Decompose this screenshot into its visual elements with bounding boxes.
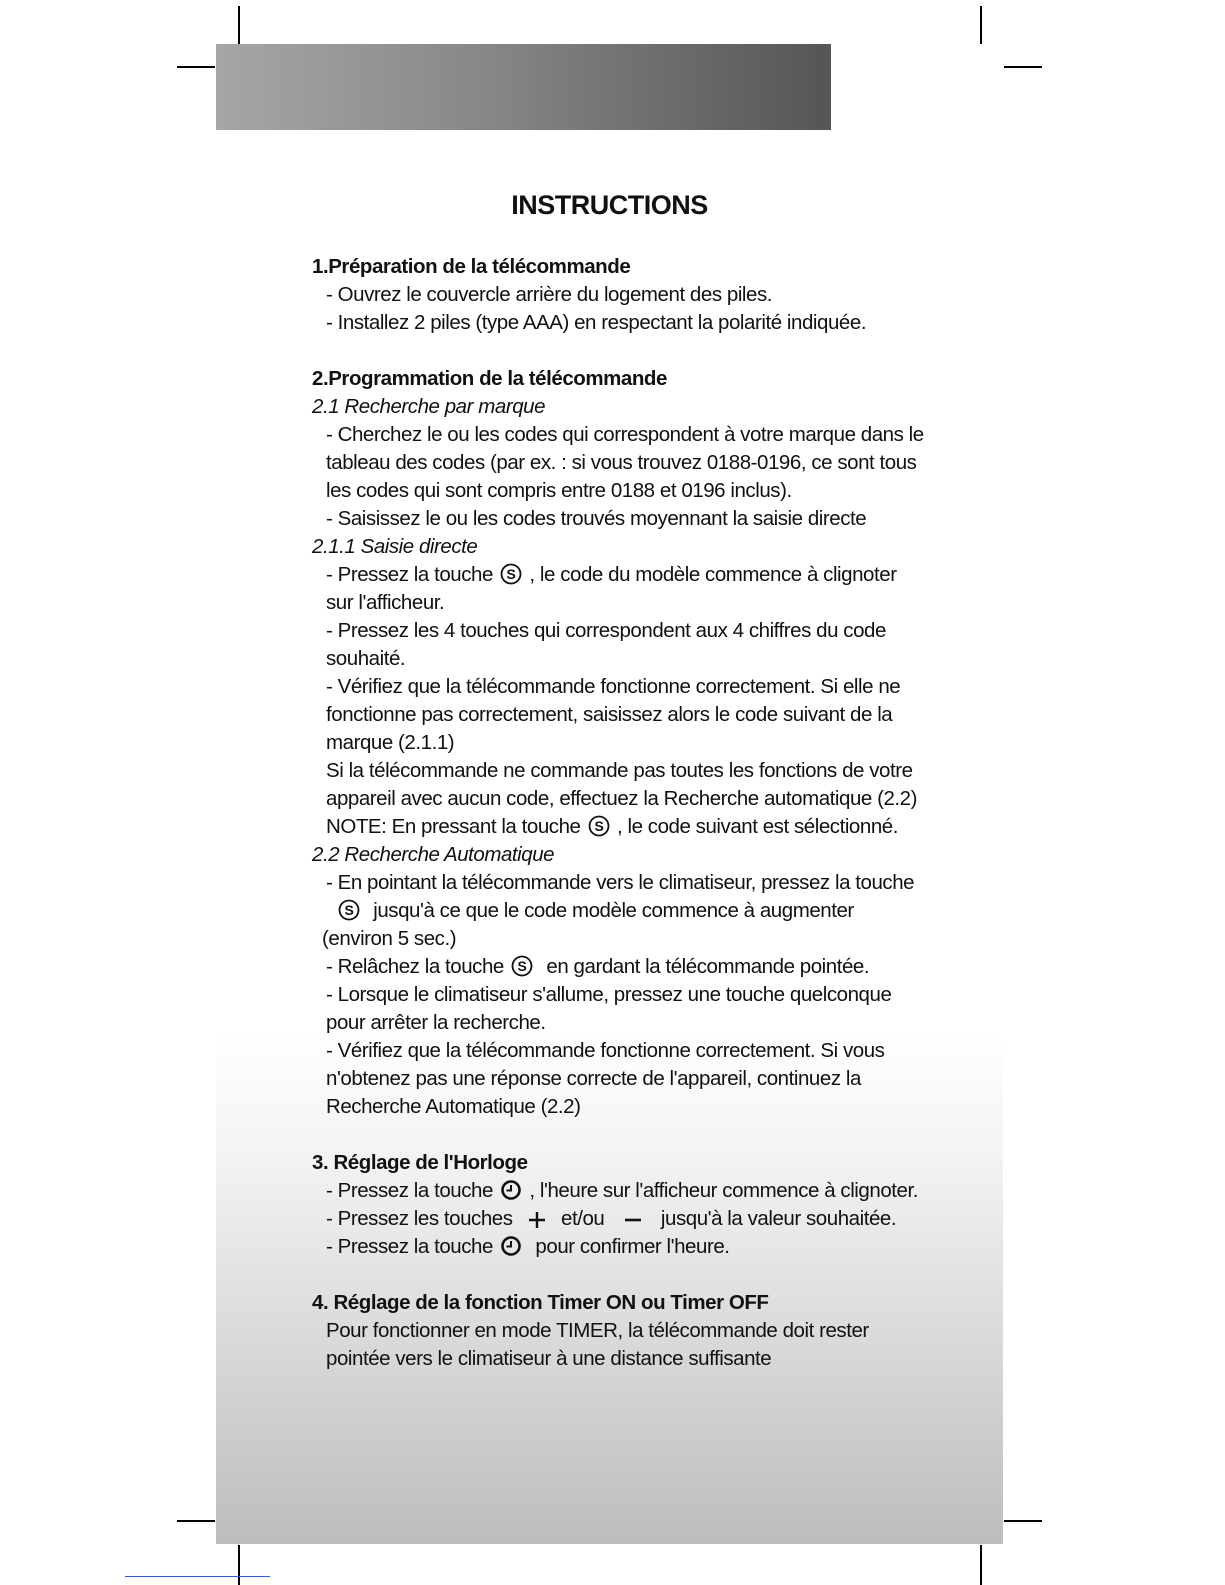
crop-mark (177, 1520, 215, 1522)
s2-p6-a: Si la télécommande ne commande pas toutes les fonctions de votre (326, 759, 913, 782)
section-3-heading: 3. Réglage de l'Horloge (312, 1151, 528, 1174)
s-circle-icon (500, 563, 522, 585)
s2-p10-a: - Vérifiez que la télécommande fonctionne correctement. Si vous (326, 1039, 885, 1062)
svg-text:S: S (344, 901, 354, 918)
s3-line-1-post: , l'heure sur l'afficheur commence à clignoter. (529, 1179, 918, 1202)
s2-p7-c: (environ 5 sec.) (322, 927, 457, 950)
instructions-body (312, 0, 1002, 1585)
s3-line-3-pre: - Pressez la touche (326, 1235, 493, 1258)
crop-mark (1004, 1520, 1042, 1522)
subsection-2-1-1: 2.1.1 Saisie directe (312, 535, 478, 558)
s3-line-2-mid: et/ou (561, 1207, 605, 1230)
page-title: INSTRUCTIONS (511, 190, 708, 220)
s2-p3-a-post: , le code du modèle commence à clignoter (529, 563, 897, 586)
clock-icon (500, 1235, 522, 1257)
subsection-2-2: 2.2 Recherche Automatique (312, 843, 555, 866)
section-1-heading: 1.Préparation de la télécommande (312, 255, 631, 278)
plus-icon (528, 1211, 546, 1229)
s3-line-2-post: jusqu'à la valeur souhaitée. (660, 1207, 897, 1230)
s4-line-1: Pour fonctionner en mode TIMER, la télécommande doit rester (326, 1319, 869, 1342)
s2-p6-b: appareil avec aucun code, effectuez la Recherche automatique (2.2) (326, 787, 918, 810)
s2-p4-a: - Pressez les 4 touches qui correspondent aux 4 chiffres du code (326, 619, 886, 642)
s3-line-2-pre: - Pressez les touches (326, 1207, 513, 1230)
s2-p1-b: tableau des codes (par ex. : si vous trouvez 0188-0196, ce sont tous (326, 451, 917, 474)
crop-mark (1004, 66, 1042, 68)
s2-p5-b: fonctionne pas correctement, saisissez alors le code suivant de la (326, 703, 893, 726)
s2-p8-post: en gardant la télécommande pointée. (546, 955, 870, 978)
svg-text:S: S (506, 565, 516, 582)
s-circle-icon (511, 955, 533, 977)
s2-p7-a: - En pointant la télécommande vers le climatiseur, pressez la touche (326, 871, 915, 894)
s-circle-icon (338, 899, 360, 921)
s2-p5-a: - Vérifiez que la télécommande fonctionne correctement. Si elle ne (326, 675, 901, 698)
crop-mark (177, 66, 215, 68)
s2-p10-c: Recherche Automatique (2.2) (326, 1095, 581, 1118)
s2-p9-a: - Lorsque le climatiseur s'allume, pressez une touche quelconque (326, 983, 892, 1006)
s2-p1-a: - Cherchez le ou les codes qui correspondent à votre marque dans le (326, 423, 924, 446)
s2-p9-b: pour arrêter la recherche. (326, 1011, 546, 1034)
section-2-heading: 2.Programmation de la télécommande (312, 367, 667, 390)
svg-text:S: S (517, 957, 527, 974)
svg-text:S: S (594, 817, 604, 834)
s2-p4-b: souhaité. (326, 647, 406, 670)
s3-line-1-pre: - Pressez la touche (326, 1179, 493, 1202)
clock-icon (500, 1179, 522, 1201)
s2-p3-b: sur l'afficheur. (326, 591, 445, 614)
s2-p3-a (312, 561, 897, 589)
s2-p7-b-post: jusqu'à ce que le code modèle commence à augmenter (373, 899, 854, 922)
s-circle-icon (588, 815, 610, 837)
subsection-2-1: 2.1 Recherche par marque (312, 395, 546, 418)
s2-note-pre: NOTE: En pressant la touche (326, 815, 581, 838)
s2-p10-b: n'obtenez pas une réponse correcte de l'appareil, continuez la (326, 1067, 861, 1090)
minus-icon (624, 1211, 642, 1229)
s2-p5-c: marque (2.1.1) (326, 731, 455, 754)
crop-mark (238, 6, 240, 44)
s2-p1-c: les codes qui sont compris entre 0188 et 0196 inclus). (326, 479, 792, 502)
s3-line-2 (312, 1205, 896, 1233)
crop-mark (238, 1545, 240, 1585)
s2-p2: - Saisissez le ou les codes trouvés moyennant la saisie directe (326, 507, 867, 530)
s2-note (312, 813, 898, 841)
s2-p7-b (312, 897, 854, 925)
s4-line-2: pointée vers le climatiseur à une distance suffisante (326, 1347, 772, 1370)
underline-rule (125, 1576, 270, 1577)
s1-line-1: - Ouvrez le couvercle arrière du logement des piles. (326, 283, 773, 306)
s2-p8-pre: - Relâchez la touche (326, 955, 504, 978)
s2-note-post: , le code suivant est sélectionné. (616, 815, 898, 838)
s2-p3-a-pre: - Pressez la touche (326, 563, 493, 586)
s2-p8 (312, 953, 869, 981)
s3-line-3 (312, 1233, 730, 1261)
s3-line-3-post: pour confirmer l'heure. (535, 1235, 730, 1258)
section-4-heading: 4. Réglage de la fonction Timer ON ou Timer OFF (312, 1291, 769, 1314)
s3-line-1 (312, 1177, 918, 1205)
s1-line-2: - Installez 2 piles (type AAA) en respectant la polarité indiquée. (326, 311, 867, 334)
